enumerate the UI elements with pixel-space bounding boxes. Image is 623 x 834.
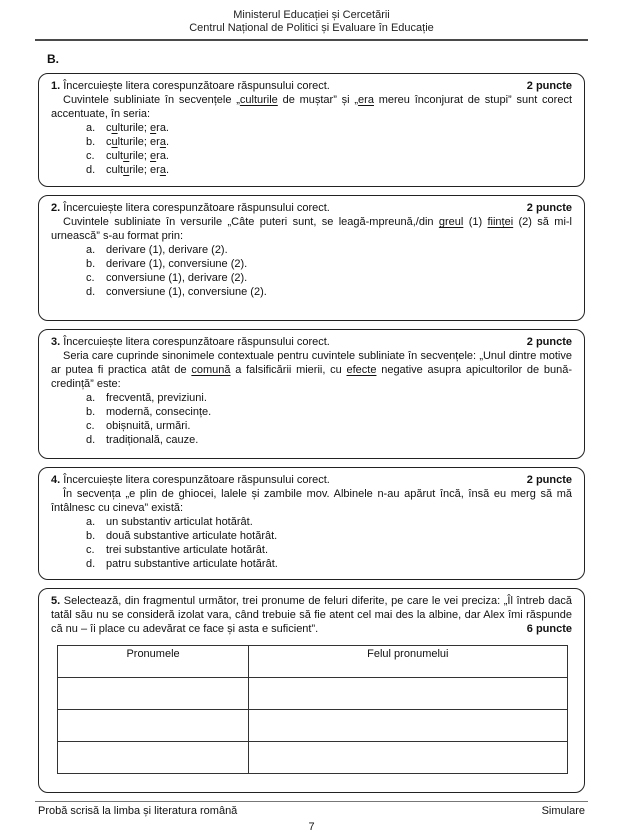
option-letter: b.	[86, 136, 96, 148]
document-header	[0, 0, 623, 35]
question-body: Cuvintele subliniate în versurile „Câte puteri sunt, se leagă-mpreună,/din greul (1) ființei (2) să mi-l urnească” s-au format prin:	[51, 216, 572, 242]
question-body: Seria care cuprinde sinonimele contextuale pentru cuvintele subliniate în secvențele: „Unul dintre motive ar putea fi practica atât de comună a falsificării mierii, cu efecte negative asupra apicultorilor de bună-credință” este:	[51, 350, 573, 390]
question-number: 5.	[51, 595, 61, 607]
table-cell-empty	[58, 710, 249, 742]
table-cell-empty	[249, 742, 568, 774]
question-prompt: Încercuiește litera corespunzătoare răspunsului corect.	[63, 202, 330, 214]
option-row	[86, 543, 572, 557]
option-letter: d.	[86, 558, 96, 570]
footer-rule	[35, 801, 588, 802]
option-row	[86, 529, 572, 543]
option-letter: c.	[86, 272, 95, 284]
option-text: culturile; era.	[106, 122, 169, 134]
option-text: culturile; era.	[106, 164, 169, 176]
option-row	[86, 285, 572, 299]
option-row	[86, 405, 572, 419]
option-row	[86, 557, 572, 571]
question-number: 3.	[51, 336, 61, 348]
option-letter: d.	[86, 164, 96, 176]
option-text: un substantiv articulat hotărât.	[106, 516, 253, 528]
question-box-5	[38, 588, 585, 793]
option-row	[86, 243, 572, 257]
question-head	[51, 201, 572, 215]
option-letter: a.	[86, 516, 96, 528]
option-letter: a.	[86, 244, 96, 256]
table-cell-empty	[58, 742, 249, 774]
question-head	[51, 79, 572, 93]
question-number: 4.	[51, 474, 61, 486]
question-body: Cuvintele subliniate în secvențele „culturile de muștar” și „era mereu înconjurat de stupi” sunt corect accentuate, în seria:	[51, 94, 572, 120]
option-text: tradițională, cauze.	[106, 434, 199, 446]
options-list	[86, 243, 572, 299]
table-cell-empty	[249, 678, 568, 710]
option-text: culturile; era.	[106, 136, 169, 148]
question-points: 6 puncte	[526, 623, 572, 635]
question-prompt: Încercuiește litera corespunzătoare răspunsului corect.	[63, 80, 330, 92]
page-number: 7	[308, 821, 315, 833]
page-footer	[38, 805, 585, 818]
question-points: 2 puncte	[526, 336, 572, 348]
option-row	[86, 433, 572, 447]
question-points: 2 puncte	[526, 474, 572, 486]
option-text: modernă, consecințe.	[106, 406, 212, 418]
question-body: Selectează, din fragmentul următor, trei pronume de feluri diferite, pe care le vei preciza: „Îl întreb dacă tatăl său nu se consideră izolat vara, când trebuie să fie atent cel mai des la albine, dar Alex îmi răspunde că nu – îi place cu adevărat ce face și asta e suficient”.	[51, 595, 573, 635]
table-row	[58, 742, 568, 774]
table-header-felul-pronumelui: Felul pronumelui	[249, 646, 568, 678]
question-head	[51, 473, 572, 487]
option-letter: a.	[86, 122, 96, 134]
section-label: B.	[47, 52, 59, 66]
option-letter: c.	[86, 420, 95, 432]
option-text: derivare (1), derivare (2).	[106, 244, 228, 256]
option-text: derivare (1), conversiune (2).	[106, 258, 248, 270]
option-row	[86, 135, 572, 149]
question-points: 2 puncte	[526, 80, 572, 92]
option-row	[86, 257, 572, 271]
option-letter: d.	[86, 286, 96, 298]
option-row	[86, 391, 572, 405]
footer-session-label: Simulare	[541, 805, 585, 817]
option-letter: b.	[86, 406, 96, 418]
option-text: frecventă, previziuni.	[106, 392, 207, 404]
question-prompt: Încercuiește litera corespunzătoare răspunsului corect.	[63, 474, 330, 486]
header-rule	[35, 39, 588, 41]
question-number: 1.	[51, 80, 61, 92]
question-head	[51, 335, 572, 349]
table-header-pronumele: Pronumele	[58, 646, 249, 678]
option-text: două substantive articulate hotărât.	[106, 530, 278, 542]
option-text: obișnuită, urmări.	[106, 420, 191, 432]
header-center-line: Centrul Național de Politici și Evaluare în Educație	[189, 22, 434, 34]
options-list	[86, 515, 572, 571]
option-text: conversiune (1), derivare (2).	[106, 272, 248, 284]
question-head	[51, 594, 572, 636]
footer-exam-title: Probă scrisă la limba și literatura română	[38, 805, 238, 817]
option-letter: a.	[86, 392, 96, 404]
table-row	[58, 678, 568, 710]
option-letter: c.	[86, 150, 95, 162]
question-points: 2 puncte	[526, 202, 572, 214]
option-text: conversiune (1), conversiune (2).	[106, 286, 267, 298]
question-prompt: Încercuiește litera corespunzătoare răspunsului corect.	[63, 336, 330, 348]
options-list	[86, 391, 572, 447]
option-text: culturile; era.	[106, 150, 169, 162]
option-text: trei substantive articulate hotărât.	[106, 544, 269, 556]
option-letter: b.	[86, 530, 96, 542]
table-cell-empty	[249, 710, 568, 742]
option-letter: b.	[86, 258, 96, 270]
option-row	[86, 419, 572, 433]
option-row	[86, 149, 572, 163]
option-row	[86, 121, 572, 135]
question-number: 2.	[51, 202, 61, 214]
table-row	[58, 710, 568, 742]
option-letter: d.	[86, 434, 96, 446]
table-header-row	[58, 646, 568, 678]
options-list	[86, 121, 572, 177]
question-box-4	[38, 467, 585, 580]
header-ministry-line: Ministerul Educației și Cercetării	[233, 9, 390, 21]
question-body: În secvența „e plin de ghiocei, lalele și zambile mov. Albinele n-au apărut încă, însă eu merg să mă întâlnesc cu cineva” există:	[51, 488, 572, 514]
question-box-3	[38, 329, 585, 459]
table-cell-empty	[58, 678, 249, 710]
question-box-1	[38, 73, 585, 187]
option-row	[86, 515, 572, 529]
option-text: patru substantive articulate hotărât.	[106, 558, 278, 570]
option-row	[86, 271, 572, 285]
question-box-2	[38, 195, 585, 321]
answers-table	[57, 645, 568, 774]
option-letter: c.	[86, 544, 95, 556]
option-row	[86, 163, 572, 177]
